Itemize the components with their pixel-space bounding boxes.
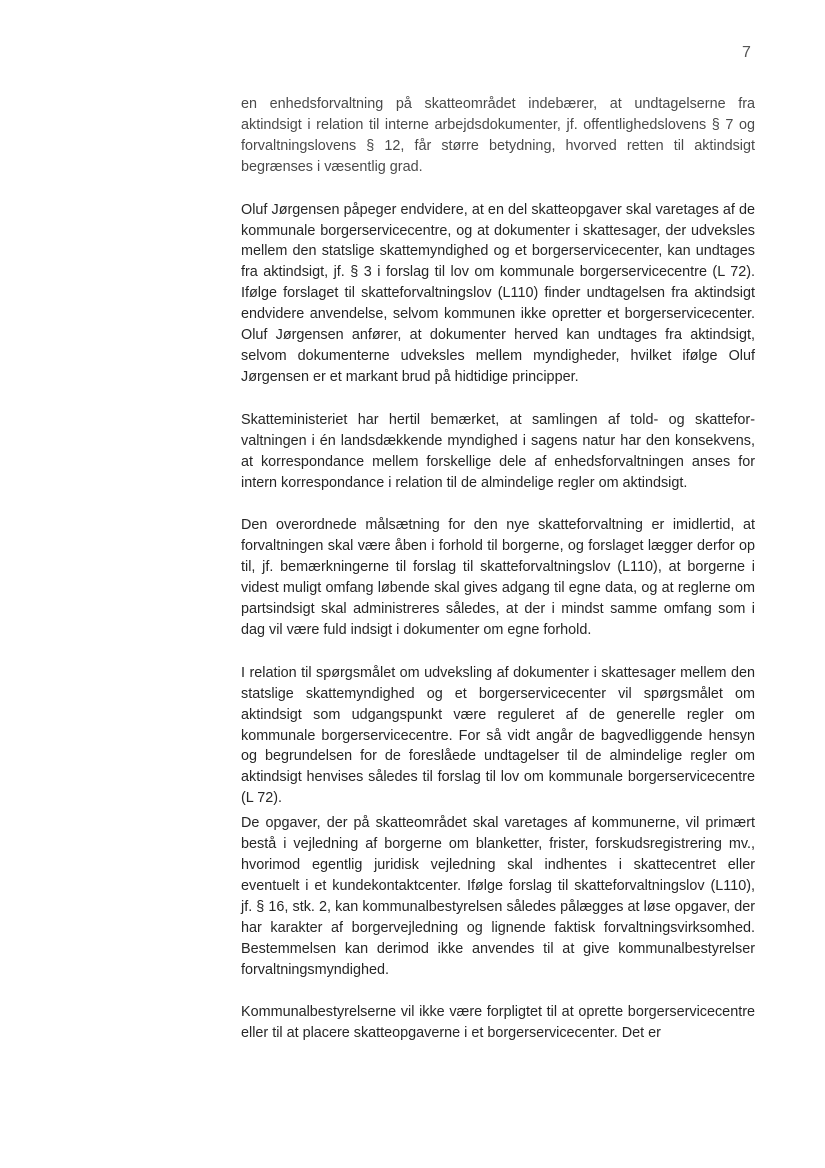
paragraph-6: De opgaver, der på skatteområdet skal varetages af kommunerne, vil primært bestå i vejledning af borgerne om blanketter, frister, forskudsregistrering mv., hvorimod egentlig juridisk vejledning skal indhentes i skattecentret eller eventuelt i et kundekontaktcenter. Ifølge forslag til skatteforvaltningslov (L110), jf. § 16, stk. 2, kan kommunalbestyrelsen således pålægges at løse opgaver, der har karakter af borgervejledning og lignende faktisk forvaltningsvirksomhed. Bestemmelsen kan derimod ikke anvendes til at give kommunalbestyrelser forvaltningsmyndighed. xyxy=(241,815,755,978)
paragraph-2: Oluf Jørgensen påpeger endvidere, at en del skatteopgaver skal varetages af de kommunale borgerservicecentre, og at dokumenter i skattesager, der udveksles mellem den statslige skattemyndighed og et borgerservicecenter, kan undtages fra aktindsigt, jf. § 3 i forslag til lov om kommunale borgerservicecentre (L 72). Ifølge forslaget til skatteforvaltningslov (L110) finder undtagelsen fra aktindsigt endvidere anvendelse, selvom kommunen ikke opretter et borgerservicecenter. Oluf Jørgensen anfører, at dokumenter herved kan undtages fra aktindsigt, selvom dokumenterne udveksles mellem myndigheder, hvilket ifølge Oluf Jørgensen er et markant brud på hidtidige principper. xyxy=(241,201,755,385)
page-number: 7 xyxy=(742,44,751,61)
paragraph-1: en enhedsforvaltning på skatteområdet indebærer, at undtagelserne fra aktindsigt i relation til interne arbejdsdokumenter, jf. offentlighedslovens § 7 og forvaltningslovens § 12, får større betydning, hvorved retten til aktindsigt begrænses i væsentlig grad. xyxy=(241,96,755,175)
paragraph-5: I relation til spørgsmålet om udveksling af dokumenter i skattesager mellem den statslige skattemyndighed og et borgerservicecenter vil spørgsmålet om aktindsigt som udgangspunkt være reguleret af de generelle regler om kommunale borgerservicecentre. For så vidt angår de bagvedliggende hensyn og begrundelsen for de foreslåede undtagelser til de almindelige regler om aktindsigt henvises således til forslag til lov om kommunale borgerservicecentre (L 72). xyxy=(241,664,755,807)
body-text xyxy=(241,94,755,1066)
paragraph-4: Den overordnede målsætning for den nye skatteforvaltning er imidlertid, at forvaltningen skal være åben i forhold til borgerne, og forslaget lægger derfor op til, jf. bemærkningerne til forslag til skatteforvaltningslov (L110), at borgerne i videst muligt omfang løbende skal gives adgang til egne data, og at reglerne om partsindsigt skal administreres således, at der i mindst samme omfang som i dag vil være fuld indsigt i dokumenter om egne forhold. xyxy=(241,517,755,638)
paragraph-3: Skatteministeriet har hertil bemærket, at samlingen af told- og skatteforvaltningen i én landsdækkende myndighed i sagens natur har den konsekvens, at korrespondance mellem forskellige dele af enhedsforvaltningen anses for intern korrespondance i relation til de almindelige regler om aktindsigt. xyxy=(241,411,755,491)
paragraph-7: Kommunalbestyrelserne vil ikke være forpligtet til at oprette borgerservicecentre eller til at placere skatteopgaverne i et borgerservicecenter. Det er xyxy=(241,1004,755,1042)
